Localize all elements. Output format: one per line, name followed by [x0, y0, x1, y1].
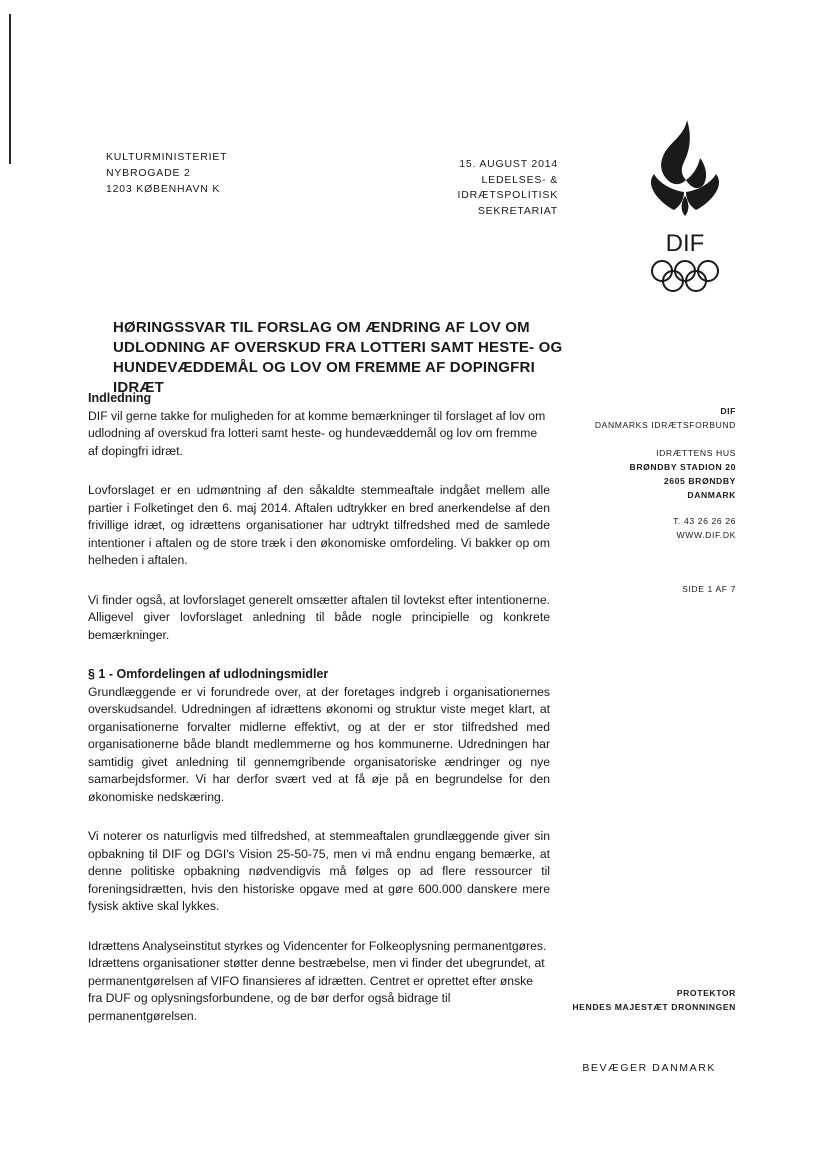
recipient-line: 1203 KØBENHAVN K: [106, 183, 221, 195]
website: WWW.DIF.DK: [676, 530, 736, 540]
org-full-name: DANMARKS IDRÆTSFORBUND: [594, 420, 736, 430]
margin-line: [9, 14, 11, 164]
paragraph: DIF vil gerne takke for muligheden for at komme bemærkninger til forslaget af lov om udlodning af overskud fra lotteri samt heste- og hundevæddemål og lov om fremme af dopingfri idræt.: [88, 408, 546, 458]
protektor-name: HENDES MAJESTÆT DRONNINGEN: [572, 1002, 736, 1012]
address-line: IDRÆTTENS HUS: [656, 448, 736, 458]
address-line: BRØNDBY STADION 20: [629, 462, 736, 472]
org-short-name: DIF: [720, 406, 736, 416]
logo-text: DIF: [665, 230, 705, 257]
paragraph: Vi finder også, at lovforslaget generelt omsætter aftalen til lovtekst efter intentionerne. Alligevel giver lovforslaget anledning til både nogle principielle og konkrete bemærkninger.: [88, 592, 550, 642]
sidebar-org: [516, 404, 736, 432]
footer-tagline: BEVÆGER DANMARK: [582, 1062, 716, 1074]
address-line: DANMARK: [687, 490, 736, 500]
page-indicator: SIDE 1 AF 7: [682, 584, 736, 594]
sidebar-protektor: [516, 986, 736, 1014]
paragraph: Vi noterer os naturligvis med tilfredshed, at stemmeaftalen grundlæggende giver sin opbakning til DIF og DGI's Vision 25-50-75, men vi må endnu engang bemærke, at denne politiske opbakning nødvendigvis må følges op ad flere ressourcer til foreningsidrætten, hvis den historiske opgave med at gøre 600.000 danskere mere fysisk aktive skal lykkes.: [88, 829, 550, 913]
department-line: SEKRETARIAT: [477, 204, 558, 217]
paragraph: Grundlæggende er vi forundrede over, at der foretages indgreb i organisationernes overskudsandel. Udredningen af idrættens økonomi og struktur viste meget klart, at organisationerne forvalter midlerne effektivt, og at der er stor tilfredshed med organisationerne både blandt medlemmerne og hos kommunerne. Udredningen har samtidig givet anledning til gennemgribende organisatoriske ændringer og nye samarbejdsformer. Vi har derfor svært ved at få øje på en begrundelse for den økonomiske nedskæring.: [88, 684, 550, 804]
recipient-line: KULTURMINISTERIET: [106, 151, 228, 163]
paragraph: Lovforslaget er en udmøntning af den såkaldte stemmeaftale indgået mellem alle partier i Folketinget den 6. maj 2014. Aftalen udtrykker en bred anerkendelse af den frivillige idræt, og idrættens organisationer har udtrykt tilfredshed med de samlede intentioner i aftalen og de store træk i den økonomiske omfordeling. Vi bakker op om helheden i aftalen.: [88, 483, 550, 567]
page-number: [516, 582, 736, 596]
dif-logo: [640, 118, 730, 303]
title-line: HUNDEVÆDDEMÅL OG LOV OM FREMME AF DOPINGFRI IDRÆT: [113, 359, 535, 396]
recipient-line: NYBROGADE 2: [106, 167, 191, 179]
letter-body: [88, 390, 550, 1025]
document-title: [113, 318, 563, 398]
address-line: 2605 BRØNDBY: [663, 476, 736, 486]
sidebar-address: [516, 446, 736, 502]
date-block: [380, 157, 558, 219]
sidebar-contact: [516, 514, 736, 542]
recipient-address: [106, 149, 227, 197]
title-line: UDLODNING AF OVERSKUD FRA LOTTERI SAMT HESTE- OG: [113, 339, 563, 356]
letter-date: 15. AUGUST 2014: [459, 158, 558, 170]
section-heading: Indledning: [88, 391, 152, 405]
title-line: HØRINGSSVAR TIL FORSLAG OM ÆNDRING AF LOV OM: [113, 319, 530, 336]
paragraph: Idrættens Analyseinstitut styrkes og Videncenter for Folkeoplysning permanentgøres. Idrættens organisationer støtter denne bestræbelse, men vi finder det ubegrundet, at permanentgørelsen af VIFO finansieres af idrætten. Centret er oprettet efter ønske fra DUF og oplysningsforbundene, og de bør derfor også bidrage til permanentgørelsen.: [88, 938, 547, 1023]
olympic-rings-icon: [652, 261, 718, 291]
section-heading: § 1 - Omfordelingen af udlodningsmidler: [88, 667, 329, 681]
protektor-label: PROTEKTOR: [676, 988, 736, 998]
department-line: LEDELSES- & IDRÆTSPOLITISK: [457, 173, 558, 201]
flame-icon: [651, 120, 719, 216]
phone-number: T. 43 26 26 26: [673, 516, 736, 526]
